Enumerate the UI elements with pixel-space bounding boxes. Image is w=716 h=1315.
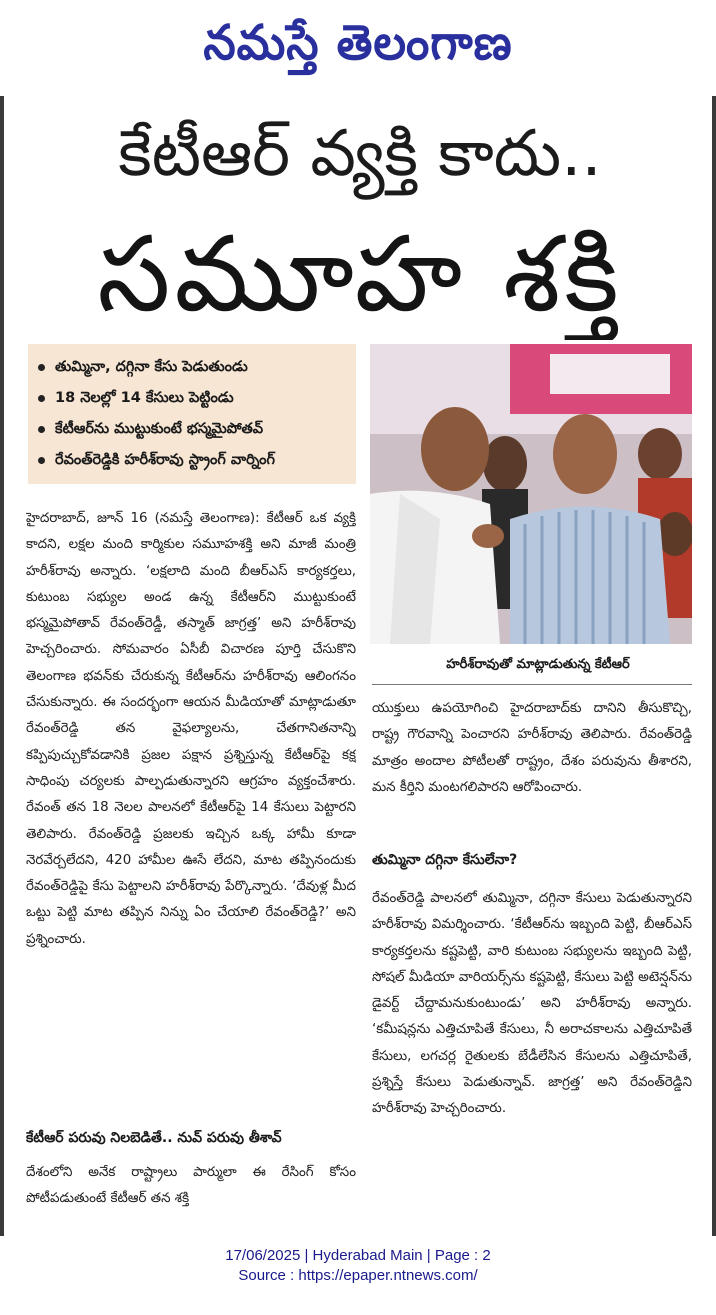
highlight-item: రేవంత్‌రెడ్డికి హరీశ్‌రావు స్ట్రాంగ్ వార్నింగ్ bbox=[38, 445, 348, 476]
article-body-right-top bbox=[372, 696, 692, 834]
highlights-box bbox=[28, 344, 356, 484]
subheading-right: తుమ్మినా దగ్గినా కేసులేనా? bbox=[372, 852, 518, 868]
news-photo-illustration bbox=[370, 344, 692, 644]
bullet-icon bbox=[38, 364, 45, 371]
bullet-icon bbox=[38, 395, 45, 402]
headline-line-1: కేటీఆర్ వ్యక్తి కాదు.. bbox=[118, 117, 602, 191]
photo-caption: హరీశ్‌రావుతో మాట్లాడుతున్న కేటీఆర్ bbox=[446, 657, 630, 672]
news-photo bbox=[370, 344, 692, 644]
highlight-item: 18 నెలల్లో 14 కేసులు పెట్టిండు bbox=[38, 383, 348, 414]
masthead bbox=[0, 6, 716, 78]
newspaper-logo: నమస్తే తెలంగాణ bbox=[203, 13, 513, 71]
footer-date-edition: 17/06/2025 | Hyderabad Main | Page : 2 bbox=[225, 1247, 491, 1264]
headline-line-2: సమూహ శక్తి bbox=[97, 213, 623, 335]
article-paragraph: రేవంత్‌రెడ్డి పాలనలో తుమ్మినా, దగ్గినా కేసులు పెడుతున్నారని హరీశ్‌రావు విమర్శించారు. ‘కేటీఆర్‌ను ఇబ్బంది పెట్టి, బీఆర్‌ఎస్ కార్యకర్తలను కష్టపెట్టి, వారి కుటుంబ సభ్యులను ఇబ్బంది పెట్టి, సోషల్ మీడియా వారియర్స్‌ను కష్టపెట్టి, కేసులు పెట్టి అటెన్షన్‌ను డైవర్ట్ చేద్దామనుకుంటుండు’ అని హరీశ్‌రావు అన్నారు. ‘కమీషన్లను ఎత్తిచూపితే కేసులు, నీ అరాచకాలను ఎత్తిచూపితే కేసులు, లగచర్ల రైతులకు బేడీలేసిన కేసులను ఎత్తిచూపితే, ప్రశ్నిస్తే కేసులు పెడుతున్నావ్. జాగ్రత్త’ అని రేవంత్‌రెడ్డిని హరీశ్‌రావు హెచ్చరించారు. bbox=[372, 891, 692, 1117]
bullet-icon bbox=[38, 426, 45, 433]
caption-divider bbox=[372, 684, 692, 685]
article-paragraph: యుక్తులు ఉపయోగించి హైదరాబాద్‌కు దానిని తీసుకొచ్చి, రాష్ట్ర గౌరవాన్ని పెంచారని హరీశ్‌రావు తెలిపారు. రేవంత్‌రెడ్డి మాత్రం అందాల పోటీలతో రాష్ట్రం, దేశం పరువును తీశారని, మన కీర్తిని మంటగలిపారని ఆరోపించారు. bbox=[372, 701, 692, 795]
article-paragraph: దేశంలోని అనేక రాష్ట్రాలు పార్ములా ఈ రేసింగ్ కోసం పోటీపడుతుంటే కేటీఆర్ తన శక్తి bbox=[26, 1165, 356, 1207]
subheading-left: కేటీఆర్ పరువు నిలబెడితే.. నువ్ పరువు తీశావ్ bbox=[26, 1130, 282, 1146]
highlight-item: కేటీఆర్‌ను ముట్టుకుంటే భస్మమైపోతవ్ bbox=[38, 414, 348, 445]
bullet-icon bbox=[38, 457, 45, 464]
article-paragraph: హైదరాబాద్, జూన్ 16 (నమస్తే తెలంగాణ): కేటీఆర్ ఒక వ్యక్తి కాదని, లక్షల మంది కార్మికుల సమూహశక్తి అని మాజీ మంత్రి హరీశ్‌రావు అన్నారు. ‘లక్షలాది మంది బీఆర్‌ఎస్ కార్యకర్తలు, కుటుంబ సభ్యుల అండ ఉన్న కేటీఆర్‌ని ముట్టుకుంటే భస్మమైపోతావ్ రేవంత్‌రెడ్డీ, తస్మాత్ జాగ్రత్త’ అని హరీశ్‌రావు హెచ్చరించారు. సోమవారం ఏసీబీ విచారణ పూర్తి చేసుకొని తెలంగాణ భవన్‌కు చేరుకున్న కేటీఆర్‌ను హరీశ్‌రావు ఆలింగనం చేసుకున్నారు. ఈ సందర్భంగా ఆయన మీడియాతో మాట్లాడుతూ రేవంత్‌రెడ్డి తన వైఫల్యాలను, చేతగానితనాన్ని కప్పిపుచ్చుకోవడానికి ప్రజల పక్షాన ప్రశ్నిస్తున్న కేటీఆర్‌పై కక్ష సాధింపు చర్యలకు పాల్పడుతున్నారని ఆగ్రహం వ్యక్తంచేశారు. రేవంత్ తన 18 నెలల పాలనలో కేటీఆర్‌పై 14 కేసులు పెట్టారని తెలిపారు. రేవంత్‌రెడ్డి ప్రజలకు ఇచ్చిన ఒక్క హామీ కూడా నెరవేర్చలేదని, 420 హామీల ఊసే లేదని, మాట తప్పినందుకు రేవంత్‌రెడ్డిపై కేసు పెట్టాలని హరీశ్‌రావు పేర్కొన్నారు. ‘దేవుళ్ల మీద ఒట్టు పెట్టి మాట తప్పిన నిన్ను ఏం చేయాలి రేవంత్‌రెడ్డి?’ అని ప్రశ్నించారు. bbox=[26, 511, 356, 947]
highlight-item: తుమ్మినా, దగ్గినా కేసు పెడుతుండు bbox=[38, 352, 348, 383]
left-border-rule bbox=[0, 96, 4, 1236]
footer-source: Source : https://epaper.ntnews.com/ bbox=[238, 1267, 478, 1284]
right-border-rule bbox=[712, 96, 716, 1236]
article-body-left bbox=[26, 506, 356, 1114]
page-footer bbox=[0, 1246, 716, 1286]
article-body-right-bottom bbox=[372, 886, 692, 1222]
article-body-left-continued bbox=[26, 1160, 356, 1220]
